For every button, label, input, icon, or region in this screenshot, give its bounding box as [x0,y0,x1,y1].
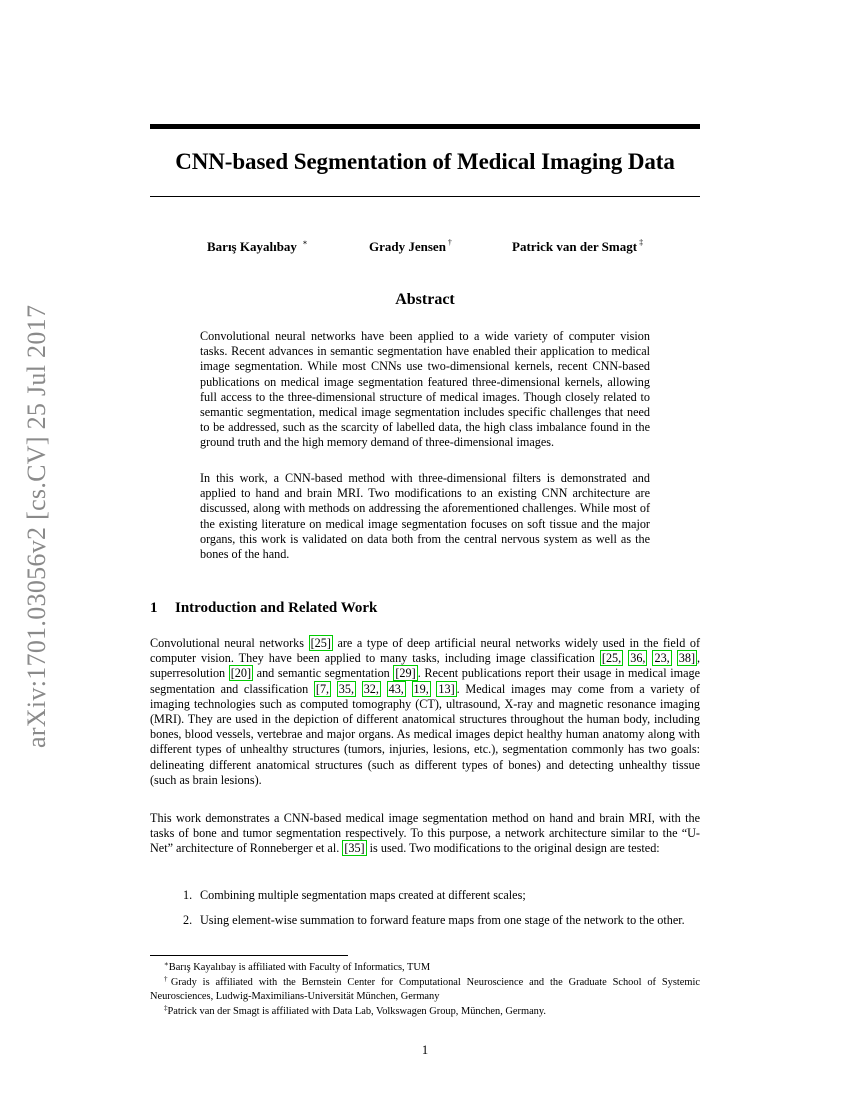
paper-title: CNN-based Segmentation of Medical Imaging Data [175,149,675,174]
citation-link[interactable]: 38] [678,651,695,666]
citation-link[interactable]: 13] [438,681,455,696]
citation-link[interactable]: [25] [310,636,331,650]
citation-link[interactable]: 19, [413,681,429,696]
footnote-3: ‡Patrick van der Smagt is affiliated with Data Lab, Volkswagen Group, München, Germany. [164,1004,546,1017]
abstract-heading: Abstract [395,291,455,308]
citation-link[interactable]: 43, [388,681,404,696]
author-3: Patrick van der Smagt ‡ [512,238,644,254]
title-rule-bottom [150,196,700,197]
citation-link[interactable]: [29] [395,666,416,681]
title-rule-top [150,124,700,129]
author-1: Barış Kayalıbay ∗ [207,238,308,254]
abstract-paragraph-2: In this work, a CNN-based method with three-dimensional filters is demonstrated and applied to hand and brain MRI. Two modifications to an existing CNN architecture are discussed, along with methods on addressing the aforementioned challenges. While most of the existing literature on medical image segmentation focuses on soft tissue and the major organs, this work is validated on data both from the central nervous system as well as the bones of the hand. [200,471,650,562]
footnote-rule [150,955,348,956]
citation-link[interactable]: 36, [630,651,646,666]
abstract-paragraph-1: Convolutional neural networks have been applied to a wide variety of computer vision tasks. Recent advances in semantic segmentation have enabled their application to medical image segmentation. While most CNNs use two-dimensional kernels, recent CNN-based publications on medical image segmentation featured three-dimensional kernels, allowing full access to the three-dimensional structure of medical images. Though closely related to semantic segmentation, medical image segmentation includes specific challenges that need to be addressed, such as the scarcity of labelled data, the high class imbalance found in the ground truth and the high memory demand of three-dimensional images. [200,329,650,450]
arxiv-identifier: arXiv:1701.03056v2 [cs.CV] 25 Jul 2017 [22,304,51,748]
citation-link[interactable]: [7, [315,681,330,696]
citation-link[interactable]: [20] [230,666,252,681]
citation-link[interactable]: 35, [338,681,355,696]
citation-link[interactable]: 32, [363,681,379,696]
intro-paragraph-2: This work demonstrates a CNN-based medical image segmentation method on hand and brain MRI, with the tasks of bone and tumor segmentation respectively. To this purpose, a network architecture similar to the “U-Net” architecture of Ronneberger et al. [35] is used. Two modifications to the original design are tested: [150,811,700,856]
section-heading: 1 Introduction and Related Work [150,600,378,616]
page-number: 1 [421,1043,429,1057]
citation-link[interactable]: 23, [654,651,670,666]
citation-link[interactable]: [25, [601,651,622,666]
footnote-2: †Grady is affiliated with the Bernstein Center for Computational Neuroscience and the Graduate School of Systemic Neurosciences, Ludwig-Maximilians-Universität München, Germany [150,975,701,1002]
author-2: Grady Jensen † [369,238,452,254]
citation-link[interactable]: [35] [344,841,365,856]
intro-paragraph-1: Convolutional neural networks [25] are a type of deep artificial neural networks widely used in the field of computer vision. They have been applied to many tasks, including image classification [25, 36, 23, 38] , superresolution [20] and semantic segmentation [29] . Recent publications report their usage in medical image segmentation and classification [7, 35, 32, 43, 19, 13] . Medical images may come from a variety of imaging technologies such as computed tomography (CT), ultrasound, X-ray and magnetic resonance imaging (MRI). They are used in the depiction of different anatomical structures throughout the human body, including bones, blood vessels, vertebrae and major organs. As medical images depict healthy human anatomy along with different types of unhealthy structures (tumors, injuries, lesions, etc.), segmentation commonly has two goals: delineating different anatomical structures (such as different types of bones) and detecting unhealthy tissue (such as brain lesions). [150,636,701,787]
footnote-1: ∗Barış Kayalıbay is affiliated with Faculty of Informatics, TUM [164,960,431,973]
